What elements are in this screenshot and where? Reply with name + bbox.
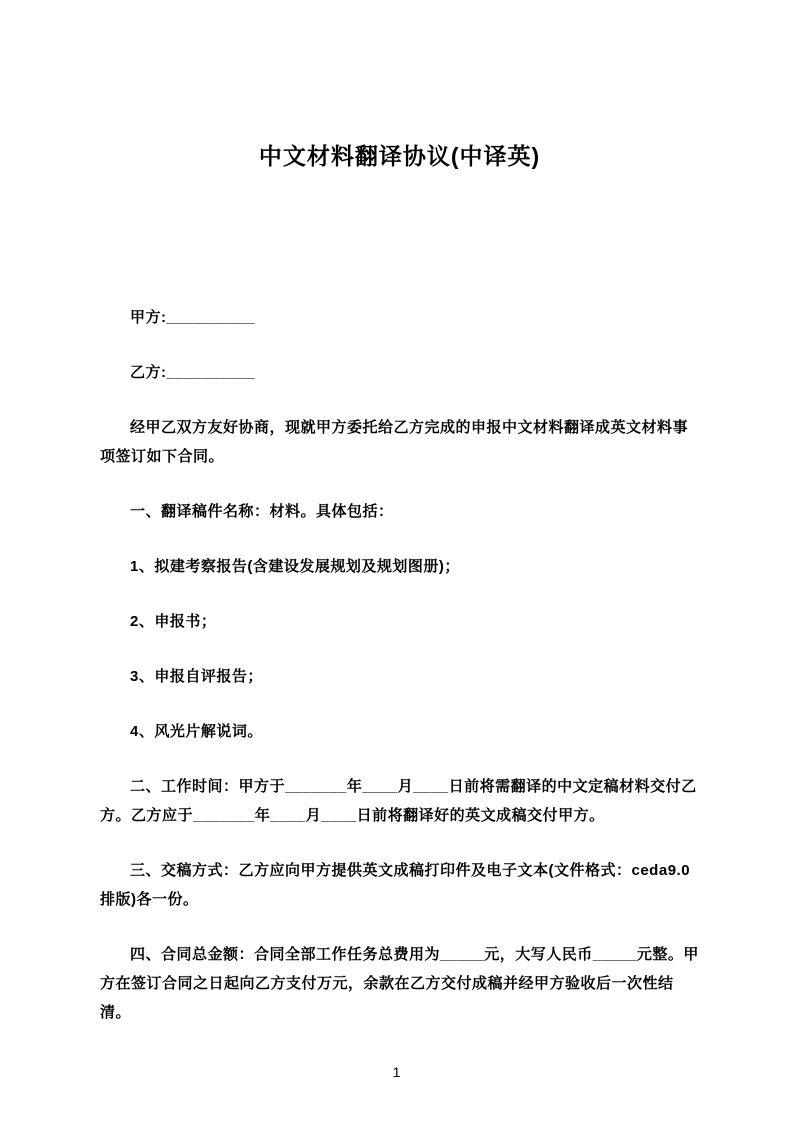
clause-4-paragraph: 四、合同总金额：合同全部工作任务总费用为_____元，大写人民币_____元整。甲方在签订合同之日起向乙方支付万元，余款在乙方交付成稿并经甲方验收后一次性结清。 [100,946,699,1021]
clause-1-heading: 一、翻译稿件名称：材料。具体包括： [130,503,394,520]
preamble-paragraph: 经甲乙双方友好协商，现就甲方委托给乙方完成的申报中文材料翻译成英文材料事项签订如下合同。 [100,419,689,465]
clause-1-item-2: 2、申报书； [130,613,217,630]
clause-3-paragraph: 三、交稿方式：乙方应向甲方提供英文成稿打印件及电子文本(文件格式：ceda9.0 排版)各一份。 [100,862,691,908]
party-a-line: 甲方:__________ [130,309,255,326]
clause-2-paragraph: 二、工作时间：甲方于_______年____月____日前将需翻译的中文定稿材料交付乙方。乙方应于_______年____月____日前将翻译好的英文成稿交付甲方。 [100,778,697,824]
page-title: 中文材料翻译协议(中译英) [258,143,541,169]
clause-1-item-3: 3、申报自评报告； [130,668,263,685]
clause-1-item-1: 1、拟建考察报告(含建设发展规划及规划图册)； [130,558,460,575]
page-number: 1 [392,1064,401,1080]
clause-1-item-4: 4、风光片解说词。 [130,723,263,740]
party-b-line: 乙方:__________ [130,364,255,381]
